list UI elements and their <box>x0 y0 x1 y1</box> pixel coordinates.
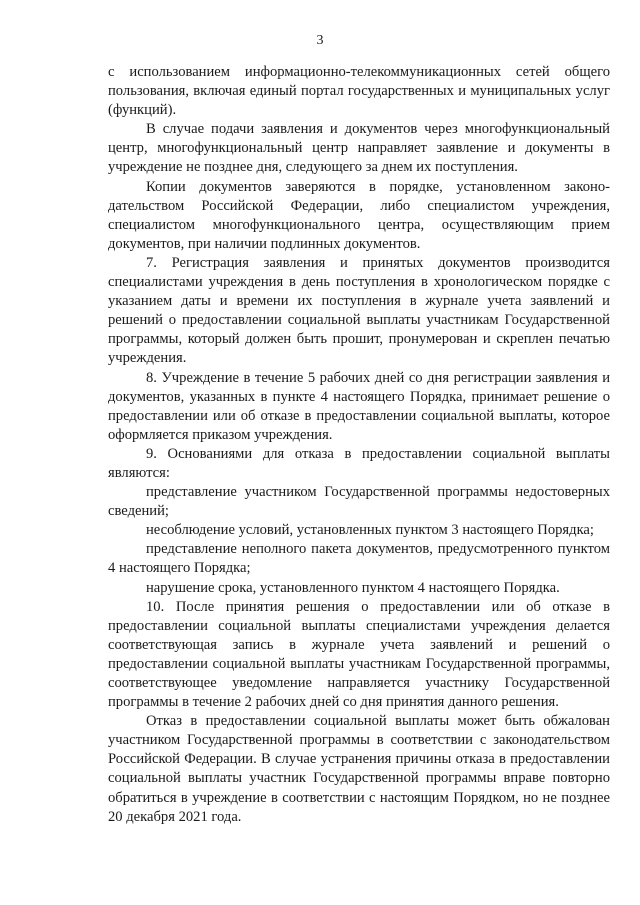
document-body <box>108 63 610 827</box>
refusal-ground-item: представление участником Государственной программы недостоверных сведений; <box>108 484 610 520</box>
page-number: 3 <box>316 33 324 48</box>
paragraph-clause-7: 7. Регистрация заявления и принятых документов производится специалистами учреждения в день поступления в хронологическом порядке с указанием даты и времени их поступления в журнале учета заявлений и решений о предоставлении социальной выплаты участникам Государственной программы, который должен быть прошит, пронумерован и скреплен печатью учреждения. <box>108 254 610 367</box>
paragraph-clause-10: 10. После принятия решения о предоставлении или об отказе в предоставлении социальной выплаты специалистами учреждения делается соответствующая запись в журнале учета заявлений и решений о предоставлении социальной выплаты участникам Государственной программы, соответствующее уведомление направляется участнику Государственной программы в течение 2 рабочих дней со дня принятия данного решения. <box>108 598 610 711</box>
paragraph-clause-9: 9. Основаниями для отказа в предоставлении социальной выплаты являются: <box>108 445 610 481</box>
refusal-ground-item: нарушение срока, установленного пунктом 4 настоящего Порядка. <box>146 579 560 596</box>
paragraph-document-copies: Копии документов заверяются в порядке, установленном законодательством Российской Федерации, либо специалистом учреждения, специалистом многофункционального центра, осуществляющим прием документов, при наличии подлинных документов. <box>108 178 610 252</box>
paragraph-continuation: с использованием информационно-телекоммуникационных сетей общего пользования, включая единый портал государственных и муниципальных услуг (функций). <box>108 64 610 119</box>
paragraph-clause-8: 8. Учреждение в течение 5 рабочих дней со дня регистрации заявления и документов, указанных в пункте 4 настоящего Порядка, принимает решение о предоставлении или об отказе в предоставлении социальной выплаты, которое оформляется приказом учреждения. <box>108 369 610 443</box>
refusal-ground-item: несоблюдение условий, установленных пунктом 3 настоящего Порядка; <box>146 522 594 539</box>
paragraph-mfc-submission: В случае подачи заявления и документов через многофункциональный центр, многофункциональный центр направляет заявление и документы в учреждение не позднее дня, следующего за днем их поступления. <box>108 121 610 176</box>
refusal-ground-item: представление неполного пакета документов, предусмотренного пунктом 4 настоящего Порядка; <box>108 541 610 577</box>
paragraph-appeal: Отказ в предоставлении социальной выплаты может быть обжалован участником Государственной программы в соответствии с законодательством Российской Федерации. В случае устранения причины отказа в предоставлении социальной выплаты участник Государственной программы вправе повторно обратиться в учреждение в соответствии с настоящим Порядком, но не позднее 20 декабря 2021 года. <box>108 713 610 825</box>
